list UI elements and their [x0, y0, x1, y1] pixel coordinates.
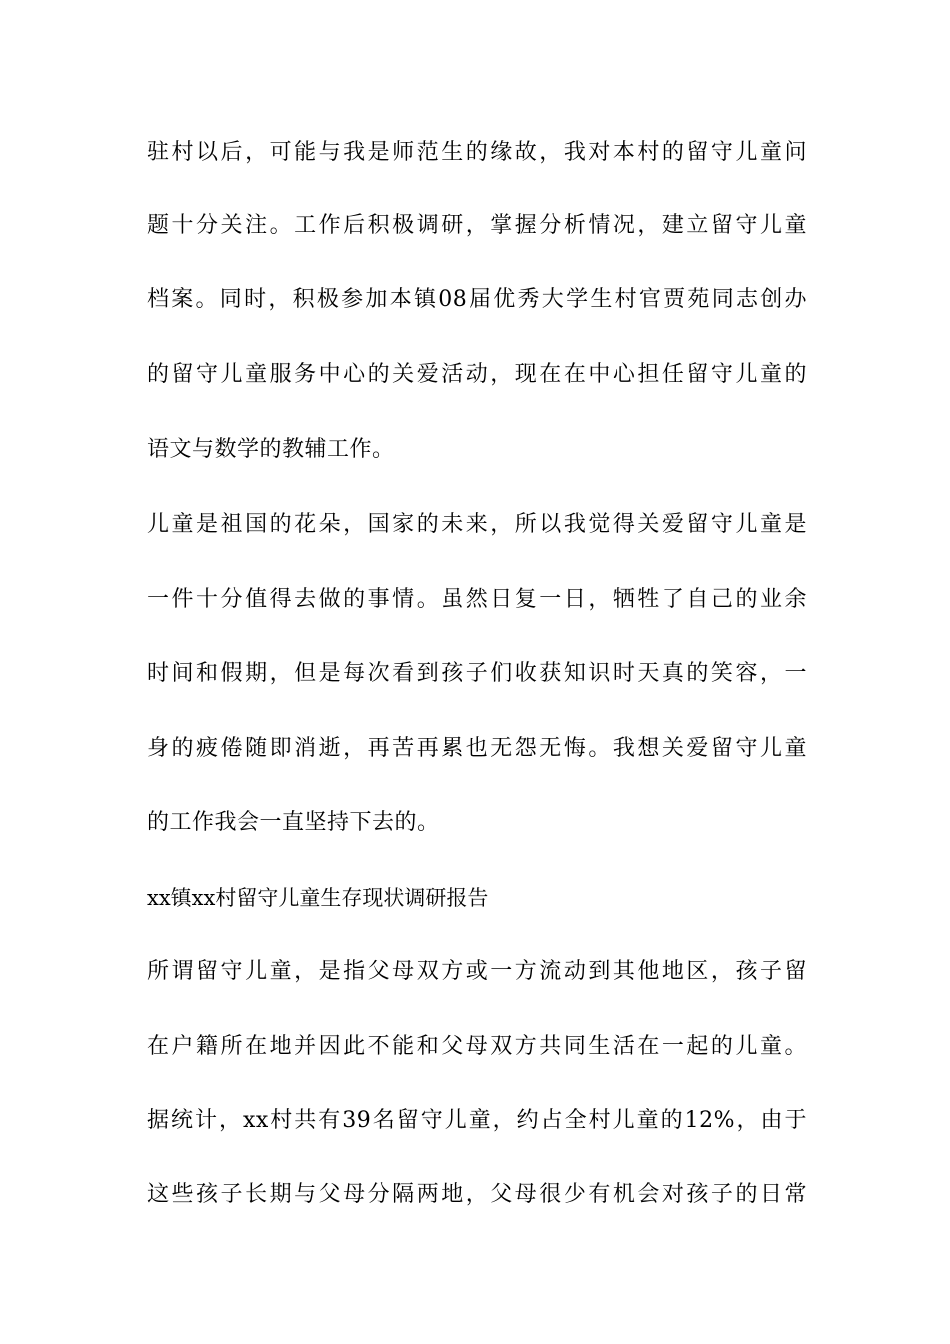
paragraph-2-line-5: 的工作我会一直坚持下去的。	[147, 810, 440, 835]
paragraph-2-line-3: 时间和假期，但是每次看到孩子们收获知识时天真的笑容，一	[147, 661, 807, 686]
paragraph-2-line-4: 身的疲倦随即消逝，再苦再累也无怨无悔。我想关爱留守儿童	[147, 736, 807, 761]
report-line-2: 在户籍所在地并因此不能和父母双方共同生活在一起的儿童。	[147, 1034, 807, 1059]
paragraph-2-line-2: 一件十分值得去做的事情。虽然日复一日，牺牲了自己的业余	[147, 587, 807, 612]
section-heading: xx镇xx村留守儿童生存现状调研报告	[147, 886, 489, 910]
paragraph-1-line-1: 驻村以后，可能与我是师范生的缘故，我对本村的留守儿童问	[147, 140, 807, 165]
paragraph-1-line-5: 语文与数学的教辅工作。	[147, 437, 395, 462]
report-line-1: 所谓留守儿童，是指父母双方或一方流动到其他地区，孩子留	[147, 959, 807, 984]
report-line-3: 据统计，xx村共有39名留守儿童，约占全村儿童的12%，由于	[147, 1108, 807, 1133]
paragraph-2-line-1: 儿童是祖国的花朵，国家的未来，所以我觉得关爱留守儿童是	[147, 512, 807, 537]
paragraph-1-line-3: 档案。同时，积极参加本镇08届优秀大学生村官贾苑同志创办	[147, 287, 807, 312]
report-line-4: 这些孩子长期与父母分隔两地，父母很少有机会对孩子的日常	[147, 1182, 807, 1207]
paragraph-1-line-2: 题十分关注。工作后积极调研，掌握分析情况，建立留守儿童	[147, 213, 807, 238]
paragraph-1-line-4: 的留守儿童服务中心的关爱活动，现在在中心担任留守儿童的	[147, 362, 807, 387]
